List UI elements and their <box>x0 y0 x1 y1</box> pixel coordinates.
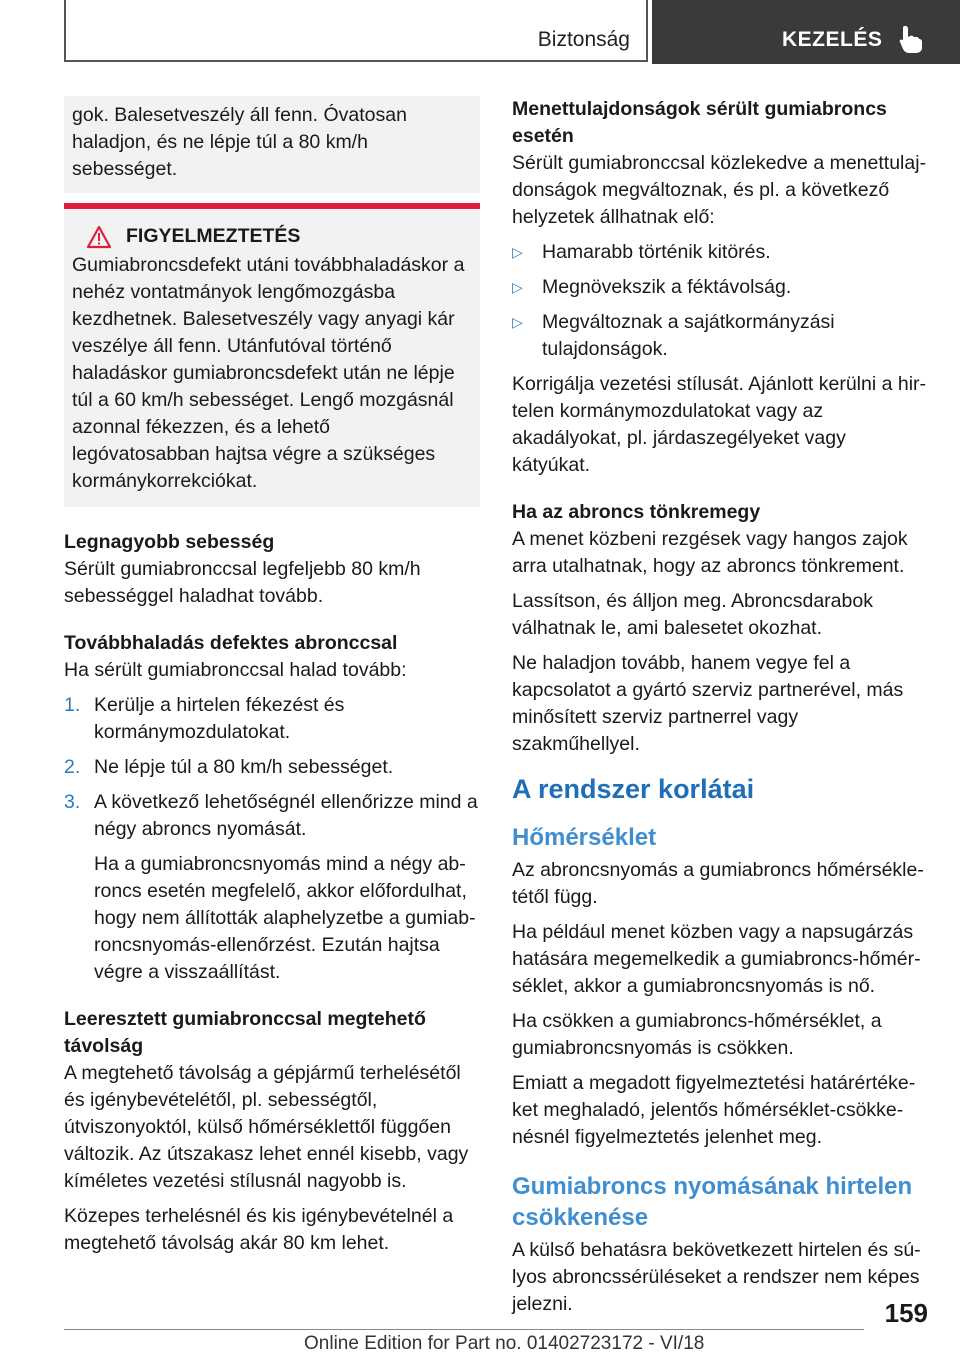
list-item <box>512 309 928 363</box>
header-section-box <box>64 0 648 62</box>
page-number: 159 <box>884 1298 928 1328</box>
bullet-triangle-icon: ▷ <box>512 279 523 295</box>
list-number: 3. <box>64 791 81 813</box>
max-speed-text: Sérült gumiabronccsal legfeljebb 80 km/h sebességgel haladhat tovább. <box>64 558 421 607</box>
sudden-drop-text: A külső behatásra bekövetkezett hirtelen és súlyos abroncssérüléseket a rendszer nem képes jelezni. <box>512 1239 921 1315</box>
list-item-text: Megváltoznak a sajátkormányzási tulajdonságok. <box>542 311 835 360</box>
temperature-text-3: Ha csökken a gumiabroncs-hőmérséklet, a gumiabroncsnyomás is csökken. <box>512 1010 882 1059</box>
right-column <box>512 96 928 1326</box>
warning-box <box>64 203 480 507</box>
max-speed-heading: Legnagyobb sebesség <box>64 531 275 553</box>
continue-intro: Ha sérült gumiabronccsal halad tovább: <box>64 659 407 681</box>
handling-heading: Menettulajdonságok sérült gumiabroncs esetén <box>512 98 887 147</box>
footer-divider <box>64 1329 864 1330</box>
pointing-hand-icon <box>898 24 924 54</box>
handling-outro: Korrigálja vezetési stílusát. Ajánlott kerülni a hirtelen kormánymozdulatokat vagy az akadályokat, pl. járdaszegélyeket vagy kátyúkat. <box>512 373 927 476</box>
list-item <box>64 754 480 781</box>
failing-text-2: Lassítson, és álljon meg. Abroncsdarabok válhatnak le, ami balesetet okozhat. <box>512 590 873 639</box>
warning-header <box>72 223 472 250</box>
warning-text: Gumiabroncsdefekt utáni továbbhaladáskor a nehéz vontatmányok lengőmozgásba kezdhetnek. Balesetveszély vagy anyagi kár veszélye áll fenn. Utánfutóval történő haladáskor gumiabroncsdefekt után ne lépje túl a 60 km/h sebességet. Lengő mozgásnál azonnal fékezzen, és a lehető legóvatosabban hajtsa végre a szükséges kormánykorrekciókat. <box>72 254 465 492</box>
list-number: 2. <box>64 756 81 778</box>
continued-info-text: gok. Balesetveszély áll fenn. Óvatosan haladjon, és ne lépje túl a 80 km/h sebességet. <box>72 104 407 180</box>
distance-text-1: A megtehető távolság a gépjármű terhelésétől és igénybevételétől, pl. sebességtől, útviszonyoktól, külső hőmérséklettől függően változik. Az útszakasz lehet ennél kisebb, vagy kíméletes vezetési stílusnál nagyobb is. <box>64 1062 469 1192</box>
warning-triangle-icon <box>86 225 112 249</box>
warning-title: FIGYELMEZTETÉS <box>126 225 301 247</box>
temperature-text-4: Emiatt a megadott figyelmeztetési határértékeket meghaladó, jelentős hőmérséklet-csökkenésnél figyelmeztetés jelenhet meg. <box>512 1072 916 1148</box>
distance-heading: Leeresztett gumiabronccsal megtehető távolság <box>64 1008 426 1057</box>
page-header <box>0 0 960 66</box>
header-chapter-tab <box>652 0 960 64</box>
distance-text-2: Közepes terhelésnél és kis igénybevételnél a megtehető távolság akár 80 km lehet. <box>64 1205 454 1254</box>
list-item <box>64 692 480 746</box>
failing-heading: Ha az abroncs tönkremegy <box>512 501 761 523</box>
list-item <box>512 239 928 266</box>
continued-info-box <box>64 96 480 193</box>
list-item-text: Ne lépje túl a 80 km/h sebességet. <box>94 756 394 778</box>
footer-edition: Online Edition for Part no. 01402723172 - VI/18 <box>304 1333 705 1354</box>
list-item-text: Hamarabb történik kitörés. <box>542 241 771 263</box>
header-chapter-label: KEZELÉS <box>782 28 883 51</box>
list-item-text: Kerülje a hirtelen fékezést és kormánymozdulatokat. <box>94 694 345 743</box>
failing-text-3: Ne haladjon tovább, hanem vegye fel a kapcsolatot a gyártó szerviz partnerével, más minősített szerviz partnerrel vagy szakműhellyel. <box>512 652 904 755</box>
continue-heading: Továbbhaladás defektes abronccsal <box>64 632 398 654</box>
handling-list <box>512 239 928 363</box>
list-item <box>64 789 480 843</box>
list-item-text: A következő lehetőségnél ellenőrizze mind a négy abroncs nyomását. <box>94 791 478 840</box>
continue-steps-list <box>64 692 480 843</box>
temperature-heading: Hőmérséklet <box>512 824 657 851</box>
bullet-triangle-icon: ▷ <box>512 244 523 260</box>
list-item-text: Megnövekszik a féktávolság. <box>542 276 792 298</box>
list-number: 1. <box>64 694 81 716</box>
limits-heading: A rendszer korlátai <box>512 774 755 804</box>
temperature-text-2: Ha például menet közben vagy a napsugárzás hatására megemelkedik a gumiabroncs-hőmérséklet, akkor a gumiabroncsnyomás is nő. <box>512 921 921 997</box>
left-column <box>64 96 480 1265</box>
reset-note: Ha a gumiabroncsnyomás mind a négy abroncs esetén megfelelő, akkor előfordulhat, hogy nem állították alaphelyzetbe a gumiabroncsnyomás-ellenőrzést. Ezután hajtsa végre a visszaállítást. <box>94 853 476 983</box>
list-item <box>512 274 928 301</box>
sudden-drop-heading: Gumiabroncs nyomásának hirtelen csökkenése <box>512 1173 913 1231</box>
failing-text-1: A menet közbeni rezgések vagy hangos zajok arra utalhatnak, hogy az abroncs tönkrement. <box>512 528 908 577</box>
header-section-title: Biztonság <box>537 28 630 51</box>
bullet-triangle-icon: ▷ <box>512 314 523 330</box>
handling-intro: Sérült gumiabronccsal közlekedve a menettulajdonságok megváltoznak, és pl. a következő helyzetek állhatnak elő: <box>512 152 927 228</box>
temperature-text-1: Az abroncsnyomás a gumiabroncs hőmérsékletétől függ. <box>512 859 924 908</box>
